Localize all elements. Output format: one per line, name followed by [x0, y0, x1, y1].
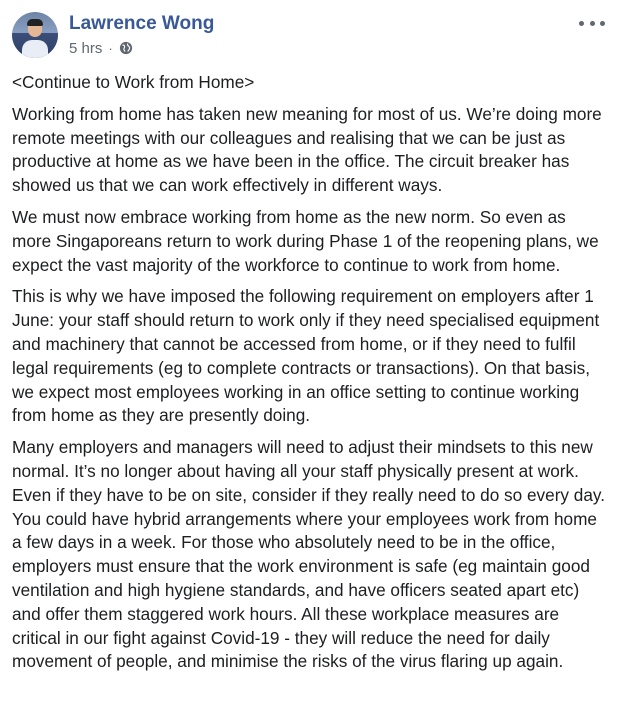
post-paragraph: We must now embrace working from home as the new norm. So even as more Singaporeans return to work during Phase 1 of the reopening plans, we expect the vast majority of the workforce to continue to work from home. [12, 206, 599, 275]
post-paragraph: Working from home has taken new meaning for most of us. We’re doing more remote meetings with our colleagues and realising that we can be just as productive at home as we have been in the office. The circuit breaker has showed us that we can work effectively in different ways. [12, 103, 602, 196]
author-name[interactable]: Lawrence Wong [69, 13, 215, 34]
post-paragraph: This is why we have imposed the following requirement on employers after 1 June: your staff should return to work only if they need specialised equipment and machinery that cannot be accessed from home, or if they need to fulfil legal requirements (eg to complete contracts or transactions). On that basis, we expect most employees working in an office setting to continue working from home as they are presently doing. [12, 286, 600, 426]
post-header [12, 12, 605, 60]
avatar[interactable] [12, 12, 58, 58]
globe-icon[interactable] [119, 41, 133, 55]
post-meta [69, 39, 133, 57]
post-body [12, 71, 609, 682]
post-timestamp[interactable]: 5 hrs [69, 39, 103, 57]
post-title: <Continue to Work from Home> [12, 72, 255, 92]
post-paragraph: Many employers and managers will need to adjust their mindsets to this new normal. It’s no longer about having all your staff physically present at work. Even if they have to be on site, consider if they really need to do so every day. You could have hybrid arrangements where your employees work from home a few days in a week. For those who absolutely need to be in the office, employers must ensure that the work environment is safe (eg maintain good ventilation and high hygiene standards, and have officers seated apart etc) and offer them staggered work hours. All these workplace measures are critical in our fight against Covid-19 - they will reduce the need for daily movement of people, and minimise the risks of the virus flaring up again. [12, 437, 605, 672]
more-options-icon[interactable] [579, 14, 605, 32]
separator-dot: · [108, 40, 113, 56]
